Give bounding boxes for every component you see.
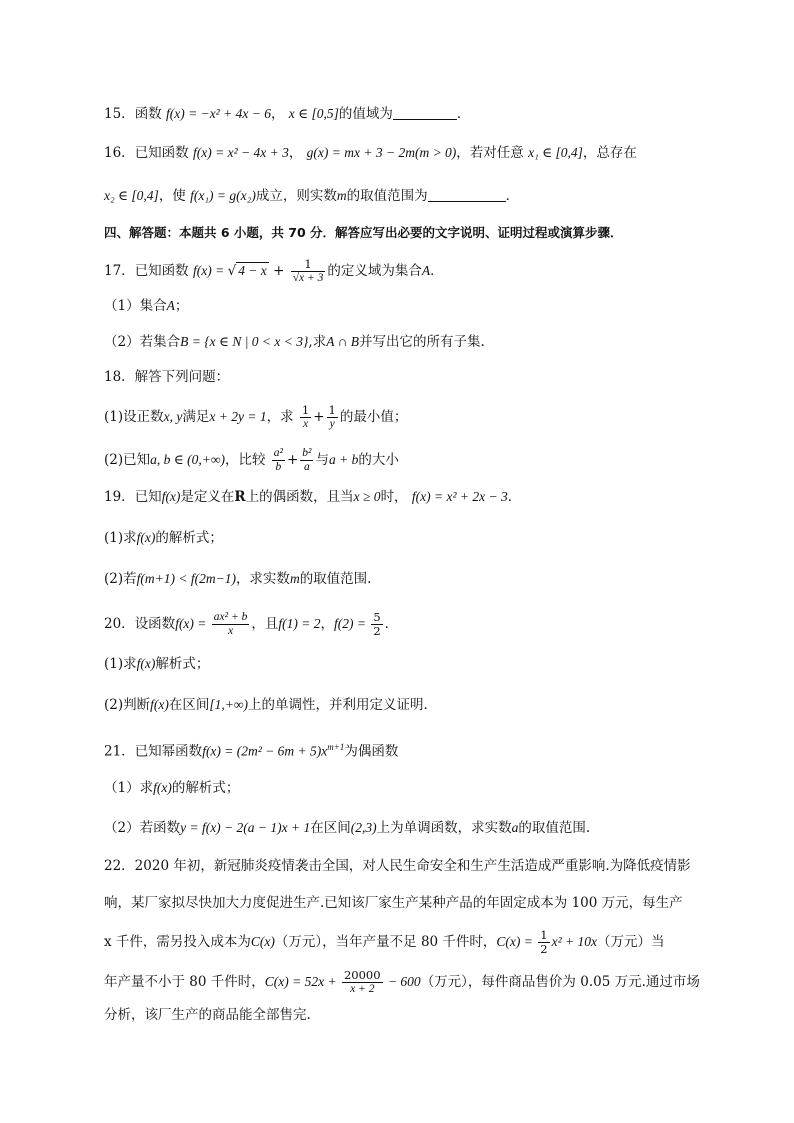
- q21-number: 21．: [104, 743, 135, 760]
- q18-p1-cond: x + 2y = 1: [209, 409, 267, 424]
- q21-p1-text-a: （1）求: [104, 780, 154, 796]
- q18-p1-num2: 1: [328, 403, 336, 417]
- q20-p1-text-a: (1)求: [104, 656, 137, 672]
- q17-p2-text-b: ,求: [308, 334, 327, 350]
- q18-p1-frac2: [327, 404, 338, 431]
- q21-lhs: f(x) = (2m² − 6m + 5)x: [202, 743, 328, 759]
- q19-p2-ineq: f(m+1) < f(2m−1): [136, 571, 236, 586]
- q18-p1-frac1: [300, 404, 311, 431]
- q22-l3-c1-rest: x² + 10x: [551, 934, 598, 949]
- q21-p2-text-d: 的取值范围.: [518, 820, 591, 836]
- q22-line-2: 响，某厂家拟尽快加大力度促进生产.已知该厂家生产某种产品的年固定成本为 100 万元，每生产: [104, 895, 683, 911]
- q20-p1-text-b: 解析式；: [155, 656, 210, 672]
- q20-p2-text-b: 在区间: [168, 697, 210, 713]
- q22-l4-c2-den: x + 2: [342, 982, 383, 996]
- q17-text-b: 的定义域为集合: [327, 263, 422, 279]
- q20-part-1: [104, 654, 209, 674]
- q16-tail: ．: [505, 188, 520, 204]
- q16-g-def: g(x) = mx + 3 − 2m(m > 0): [306, 145, 457, 160]
- q21-p1-fx: f(x): [153, 780, 172, 795]
- q19-p2-var: m: [289, 571, 300, 586]
- q20-p2-text-a: (2)判断: [104, 697, 151, 713]
- q22-l4-text-b: （万元），每件商品售价为 0.05 万元.通过市场: [420, 974, 700, 990]
- q17-p1-tail: ；: [174, 298, 189, 314]
- q18-p2-den1: b: [272, 460, 285, 474]
- q18-p2-num1: a²: [273, 447, 283, 459]
- q19-p1-fx: f(x): [136, 530, 156, 545]
- q22-l3-cx: C(x): [250, 934, 275, 949]
- q17-p2-text-a: （2）若集合: [104, 334, 181, 350]
- q19-def: f(x) = x² + 2x − 3: [411, 489, 508, 504]
- question-16-line1: [104, 143, 637, 163]
- q15-answer-blank[interactable]: [393, 105, 457, 120]
- q18-p2-domain: a, b ∈ (0,+∞): [150, 452, 225, 467]
- q20-cond1: f(1) = 2: [278, 616, 321, 631]
- q20-p1-fx: f(x): [136, 656, 156, 671]
- q16-text-c: ，总存在: [582, 145, 637, 161]
- q17-plus: +: [268, 263, 289, 279]
- q21-p2-interval: (2,3): [350, 820, 377, 835]
- section-4-heading: 四、解答题：本题共 6 小题，共 70 分．解答应写出必要的文字说明、证明过程或演算步骤．: [104, 225, 623, 240]
- q17-number: 17．: [104, 263, 135, 279]
- q18-p2-text-b: ，比较: [224, 452, 266, 468]
- q16-x2-domain: x₂ ∈ [0,4]: [104, 188, 159, 203]
- q16-number: 16．: [104, 145, 135, 161]
- q19-p2-text-a: (2)若: [104, 571, 137, 587]
- q20-cond2-lhs: f(2) =: [333, 616, 370, 631]
- q17-sqrt-body: 4 − x: [238, 263, 267, 278]
- q22-line-3: [104, 929, 665, 956]
- q17-p1-set: A: [166, 298, 175, 313]
- q21-p2-var: a: [511, 820, 519, 835]
- q17-p2-intersection: A ∩ B: [326, 334, 359, 349]
- q17-frac-num: 1: [304, 257, 312, 271]
- q16-x1-domain: x₁ ∈ [0,4]: [528, 145, 583, 160]
- q22-l3-c1-den: 2: [540, 942, 548, 956]
- question-15: [104, 104, 470, 124]
- q15-text-b: 的值域为: [338, 106, 393, 122]
- q16-sep: ，: [288, 145, 303, 161]
- q20-number: 20．: [104, 616, 135, 632]
- q16-answer-blank[interactable]: [428, 187, 506, 202]
- q17-p2-set: B = {x ∈ N | 0 < x < 3}: [180, 334, 309, 349]
- q17-frac-den: √x + 3: [292, 272, 324, 284]
- question-19: [104, 487, 521, 507]
- q19-text-b: 是定义在: [180, 489, 235, 505]
- q18-p1-text-a: (1)设正数: [104, 409, 164, 425]
- q21-p2-fn: y = f(x) − 2(a − 1)x + 1: [180, 820, 311, 835]
- q21-p2-text-c: 上为单调函数，求实数: [376, 820, 512, 836]
- q18-p2-sum: a + b: [328, 452, 359, 467]
- q20-cond2-frac: [371, 611, 382, 638]
- q18-title: 18．解答下列问题：: [104, 369, 230, 385]
- q19-text-a: 已知: [134, 489, 162, 505]
- q19-text-c: 上的偶函数，且当: [245, 489, 354, 505]
- q21-p1-text-b: 的解析式；: [171, 780, 240, 796]
- q18-p2-text-a: (2)已知: [104, 452, 151, 468]
- q21-text-b: 为偶函数: [344, 743, 399, 760]
- q19-part-1: [104, 528, 223, 548]
- q20-part-2: [104, 695, 437, 715]
- q19-text-d: 时，: [380, 489, 408, 505]
- q19-part-2: [104, 569, 371, 589]
- q17-frac-den-text: x + 3: [299, 272, 324, 284]
- question-17: 17．已知函数 f(x) = √ 4 − x + $\frac{1}{√x + 3}$ 的定义域为集合A．: [104, 257, 444, 284]
- q16-equation: f(x₁) = g(x₂): [190, 188, 256, 203]
- q18-p1-num1: 1: [301, 403, 310, 417]
- q22-line-4: [104, 969, 700, 996]
- q16-text-e: 成立，则实数: [255, 188, 337, 204]
- q15-sep: ，: [270, 106, 285, 122]
- q18-p1-vars: x, y: [163, 409, 183, 424]
- q17-text-a: 已知函数: [134, 263, 189, 279]
- q15-tail: ．: [456, 106, 471, 122]
- q16-var: m: [336, 188, 347, 203]
- q21-p2-text-a: （2）若函数: [104, 820, 181, 836]
- q19-p1-text-b: 的解析式；: [155, 530, 223, 546]
- q20-p2-text-c: 上的单调性，并利用定义证明．: [247, 697, 437, 713]
- q20-lhs: f(x) =: [175, 616, 210, 631]
- q16-text-b: ，若对任意: [456, 145, 524, 161]
- q18-p1-text-d: 的最小值；: [339, 409, 408, 425]
- q22-l4-c2-lhs: C(x) = 52x +: [264, 974, 340, 989]
- q18-p1-plus: +: [313, 409, 325, 425]
- q20-tail: ．: [384, 616, 399, 632]
- q17-set-a: A: [421, 263, 431, 278]
- q18-p2-frac2: [300, 447, 313, 474]
- q18-p2-plus: +: [286, 452, 299, 468]
- q21-text-a: 已知幂函数: [134, 743, 203, 760]
- q22-l4-c2-rest: − 600: [384, 974, 421, 989]
- q22-line-1: 22．2020 年初，新冠肺炎疫情袭击全国，对人民生命安全和生产生活造成严重影响.为降低疫情影: [104, 858, 691, 874]
- q19-p1-text-a: (1)求: [104, 530, 137, 546]
- q18-p1-den2: y: [327, 417, 338, 431]
- q18-p1-text-c: ，求: [266, 409, 294, 425]
- q18-p1-den1: x: [300, 417, 311, 431]
- q16-text-a: 已知函数: [134, 145, 189, 161]
- q21-p2-text-b: 在区间: [310, 820, 351, 836]
- q18-p2-den2: a: [300, 460, 313, 474]
- q22-l4-text-a: 年产量不小于 80 千件时，: [104, 974, 265, 990]
- q22-l4-c2-num: 20000: [343, 968, 381, 982]
- q19-real-set: R: [234, 489, 246, 505]
- q21-part-2: [104, 818, 590, 838]
- q16-f-def: f(x) = x² − 4x + 3: [192, 145, 289, 160]
- q20-c2-den: 2: [373, 624, 381, 638]
- q18-p2-text-d: 的大小: [358, 452, 399, 468]
- q22-l3-text-c: （万元）当: [597, 934, 665, 950]
- q16-text-f: 的取值范围为: [346, 188, 428, 204]
- q19-tail: ．: [507, 489, 522, 505]
- q20-p2-fx: f(x): [150, 697, 169, 712]
- q20-num: ax² + b: [213, 611, 248, 623]
- q19-number: 19．: [104, 489, 135, 505]
- q18-p1-text-b: 满足: [182, 409, 210, 425]
- q15-text-a: 函数: [134, 106, 162, 122]
- q18-p2-frac1: [272, 447, 285, 474]
- q17-tail: ．: [430, 263, 444, 279]
- q22-l3-c1-frac: [538, 929, 549, 956]
- q22-line-5: 分析，该厂生产的商品能全部售完.: [104, 1007, 311, 1023]
- q19-cond: x ≥ 0: [353, 489, 381, 504]
- q22-l3-text-a: x 千件，需另投入成本为: [104, 934, 251, 950]
- q22-l3-text-b: （万元），当年产量不足 80 千件时，: [274, 934, 497, 950]
- q17-fraction: [291, 258, 326, 285]
- q20-text-b: ，且: [251, 616, 279, 632]
- q15-number: 15．: [104, 106, 135, 122]
- q17-f-lhs: f(x) =: [192, 263, 228, 278]
- question-16-line2: [104, 186, 519, 206]
- q20-p2-interval: [1,+∞): [209, 697, 248, 712]
- q19-fx: f(x): [161, 489, 181, 504]
- q20-den: x: [212, 624, 250, 638]
- q22-l3-c1-lhs: C(x) =: [496, 934, 537, 949]
- q22-l3-c1-num: 1: [540, 928, 548, 942]
- q19-p2-text-b: ，求实数: [235, 571, 290, 587]
- q22-l4-c2-frac: [342, 969, 383, 996]
- q15-domain: x ∈ [0,5]: [288, 106, 339, 121]
- question-20: [104, 611, 398, 638]
- q18-p2-text-c: 与: [315, 452, 329, 468]
- question-21: [104, 737, 398, 762]
- q18-p2-num2: b²: [302, 447, 312, 459]
- q17-p2-text-c: 并写出它的所有子集.: [358, 334, 485, 350]
- q20-c2-num: 5: [373, 610, 381, 624]
- q18-part-1: [104, 404, 407, 431]
- q16-text-d: ，使: [158, 188, 186, 204]
- q21-exponent: m+1: [327, 742, 345, 752]
- q15-formula: f(x) = −x² + 4x − 6: [165, 106, 271, 121]
- q21-part-1: [104, 778, 239, 798]
- q17-p1-text: （1）集合: [104, 298, 167, 314]
- q20-fraction: [212, 611, 250, 638]
- q17-part-1: [104, 296, 188, 316]
- q20-text-a: 设函数: [134, 616, 176, 632]
- q19-p2-text-c: 的取值范围.: [299, 571, 372, 587]
- q17-part-2: [104, 332, 485, 352]
- q18-part-2: [104, 447, 399, 474]
- q20-sep: ，: [320, 616, 334, 632]
